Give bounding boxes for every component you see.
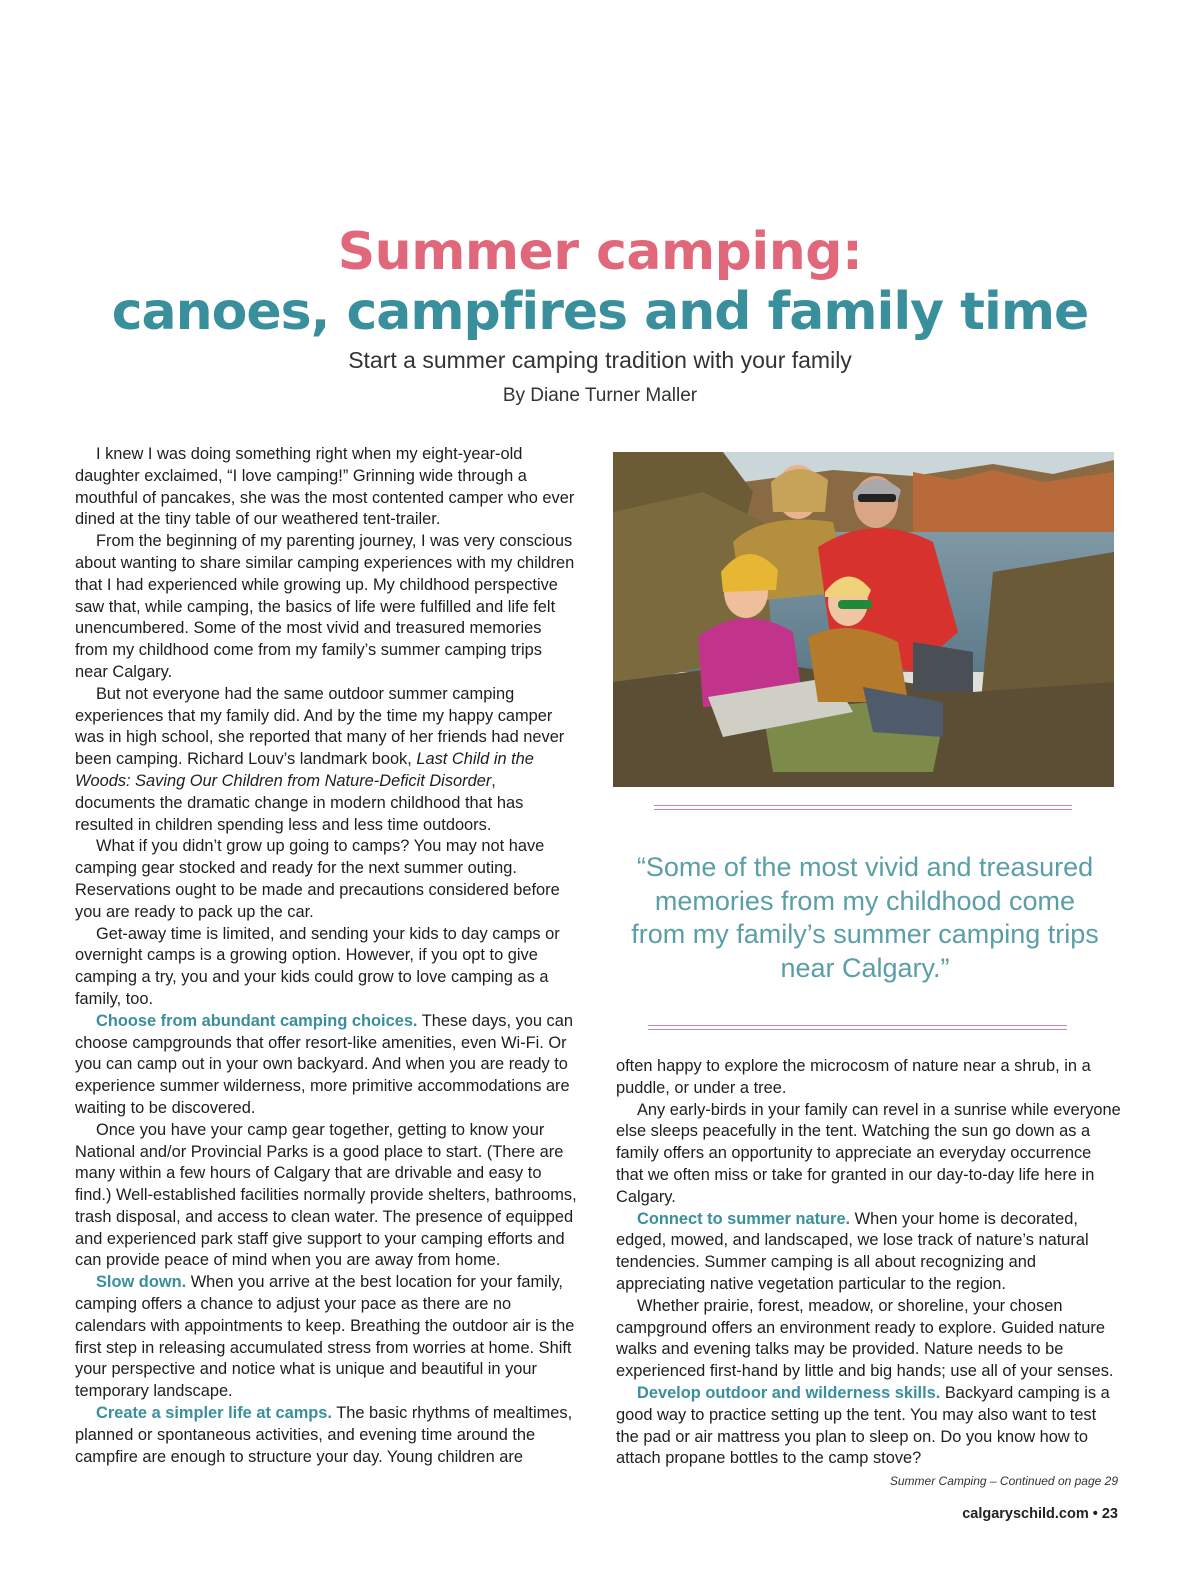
paragraph: often happy to explore the microcosm of nature near a shrub, in a puddle, or under a tree. (616, 1057, 1091, 1097)
divider-rule (648, 1025, 1067, 1030)
divider-rule (654, 805, 1072, 810)
paragraph: Slow down. When you arrive at the best location for your family, camping offers a chance to adjust your pace as there are no calendars with appointments to keep. Breathing the outdoor air is the first step in releasing accumulated stress from worries at home. Shift your perspective and notice what is unique and beautiful in your temporary landscape. (75, 1273, 575, 1401)
paragraph: Any early-birds in your family can revel in a sunrise while everyone else sleeps peacefully in the tent. Watching the sun go down as a family offers an opportunity to appreciate an everyday occurrence that we often miss or take for granted in our day-to-day life here in Calgary. (616, 1100, 1121, 1206)
title-line-2: canoes, campfires and family time (111, 282, 1089, 342)
paragraph: Connect to summer nature. When your home is decorated, edged, mowed, and landscaped, we lose track of nature’s natural tendencies. Summer camping is all about recognizing and appreciating native vegetation particular to the region. (616, 1209, 1089, 1293)
section-heading: Connect to summer nature. (637, 1209, 851, 1228)
section-heading: Create a simpler life at camps. (96, 1404, 332, 1423)
section-heading: Develop outdoor and wilderness skills. (637, 1383, 941, 1402)
paragraph: But not everyone had the same outdoor summer camping experiences that my family did. And by the time my happy camper was in high school, she reported that many of her friends had never been camping. Richard Louv’s landmark book, Last Child in the Woods: Saving Our Children from Nature-Deficit Disorder, documents the dramatic change in modern childhood that has resulted in children spending less and less time outdoors. (75, 684, 565, 834)
paragraph: Create a simpler life at camps. The basic rhythms of mealtimes, planned or spontaneous activities, and evening time around the campfire are enough to structure your day. Young children are (75, 1404, 573, 1466)
byline: By Diane Turner Maller (502, 385, 698, 406)
paragraph: Choose from abundant camping choices. These days, you can choose campgrounds that offer resort-like amenities, even Wi-Fi. Or you can camp out in your own backyard. And when you are ready to experience summer wilderness, more primitive accommodations are waiting to be discovered. (75, 1011, 573, 1117)
title-line-1: Summer camping: (337, 222, 863, 282)
paragraph: Develop outdoor and wilderness skills. Backyard camping is a good way to practice setting up the tent. You may also want to test the pad or air mattress you plan to sleep on. Do you know how to attach propane bottles to the camp stove? (616, 1383, 1110, 1468)
subtitle: Start a summer camping tradition with your family (348, 347, 852, 373)
paragraph: Once you have your camp gear together, getting to know your National and/or Provincial Parks is a good place to start. (There are many within a few hours of Calgary that are drivable and easy to find.) Well-established facilities normally provide shelters, bathrooms, trash disposal, and access to clean water. The presence of equipped and experienced park staff give support to your camping efforts and can provide peace of mind when you are away from home. (75, 1120, 577, 1270)
continued-note: Summer Camping – Continued on page 29 (889, 1474, 1118, 1488)
right-column (616, 1056, 1121, 1470)
paragraph: From the beginning of my parenting journey, I was very conscious about wanting to share similar camping experiences with my children that I had experienced while growing up. My childhood perspective saw that, while camping, the basics of life were fulfilled and life felt unencumbered. Some of the most vivid and treasured memories from my childhood come from my family’s summer camping trips near Calgary. (75, 532, 575, 681)
paragraph: Whether prairie, forest, meadow, or shoreline, your chosen campground offers an environment ready to explore. Guided nature walks and evening talks may be provided. Nature needs to be experienced first-hand by little and big hands; use all of your senses. (616, 1296, 1114, 1381)
family-camping-photo (613, 452, 1114, 787)
section-heading: Slow down. (96, 1273, 187, 1292)
book-title: Last Child in the Woods: Saving Our Children from Nature-Deficit Disorder (75, 750, 534, 790)
left-column (75, 444, 577, 1468)
page-footer: calgaryschild.com • 23 (962, 1506, 1118, 1522)
paragraph: Get-away time is limited, and sending your kids to day camps or overnight camps is a growing option. However, if you opt to give camping a try, you and your kids could grow to love camping as a family, too. (75, 924, 560, 1008)
paragraph: What if you didn’t grow up going to camps? You may not have camping gear stocked and ready for the next summer outing. Reservations ought to be made and precautions considered before you are ready to pack up the car. (75, 837, 560, 921)
pull-quote: “Some of the most vivid and treasured memories from my childhood come from my family’s summer camping trips near Calgary.” (631, 852, 1099, 983)
paragraph: I knew I was doing something right when my eight-year-old daughter exclaimed, “I love camping!” Grinning wide through a mouthful of pancakes, she was the most contented camper who ever dined at the tiny table of our weathered tent-trailer. (75, 445, 575, 529)
section-heading: Choose from abundant camping choices. (96, 1011, 418, 1030)
